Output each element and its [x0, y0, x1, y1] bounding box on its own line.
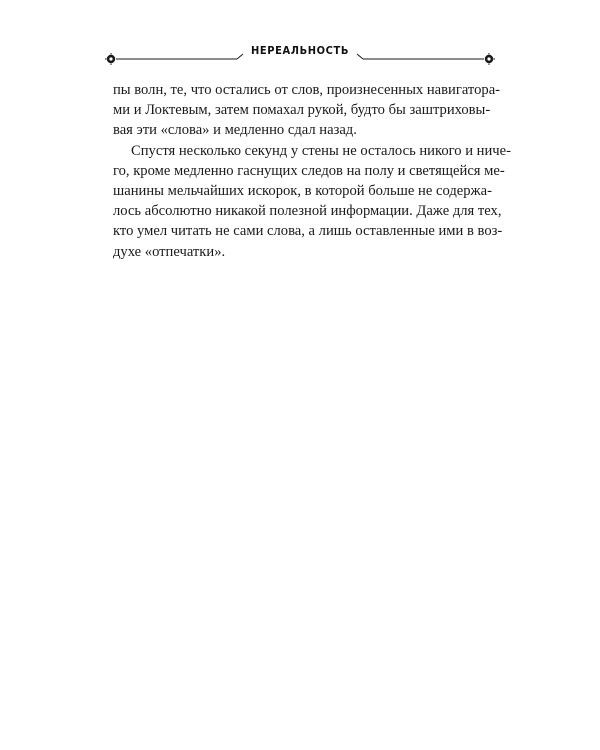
- header-title: НЕРЕАЛЬНОСТЬ: [251, 44, 349, 57]
- text-line: го, кроме медленно гаснущих следов на полу и светящейся ме-: [113, 162, 505, 179]
- paragraph-1: [113, 80, 501, 141]
- text-line: пы волн, те, что остались от слов, произнесенных навигатора-: [113, 82, 501, 98]
- text-line: кто умел читать не сами слова, а лишь оставленные ими в воз-: [113, 223, 503, 240]
- paragraph-2: [113, 141, 511, 262]
- running-header: [105, 44, 495, 66]
- text-line: лось абсолютно никакой полезной информации. Даже для тех,: [113, 203, 502, 220]
- text-line: шанины мельчайших искорок, в которой больше не содержа-: [113, 182, 492, 199]
- text-line: вая эти «слова» и медленно сдал назад.: [113, 122, 357, 139]
- text-line: ми и Локтевым, затем помахал рукой, будто бы заштриховы-: [113, 102, 491, 119]
- text-line: Спустя несколько секунд у стены не осталось никого и ниче-: [131, 142, 511, 159]
- body-text: [113, 80, 511, 262]
- text-line: духе «отпечатки».: [113, 243, 226, 260]
